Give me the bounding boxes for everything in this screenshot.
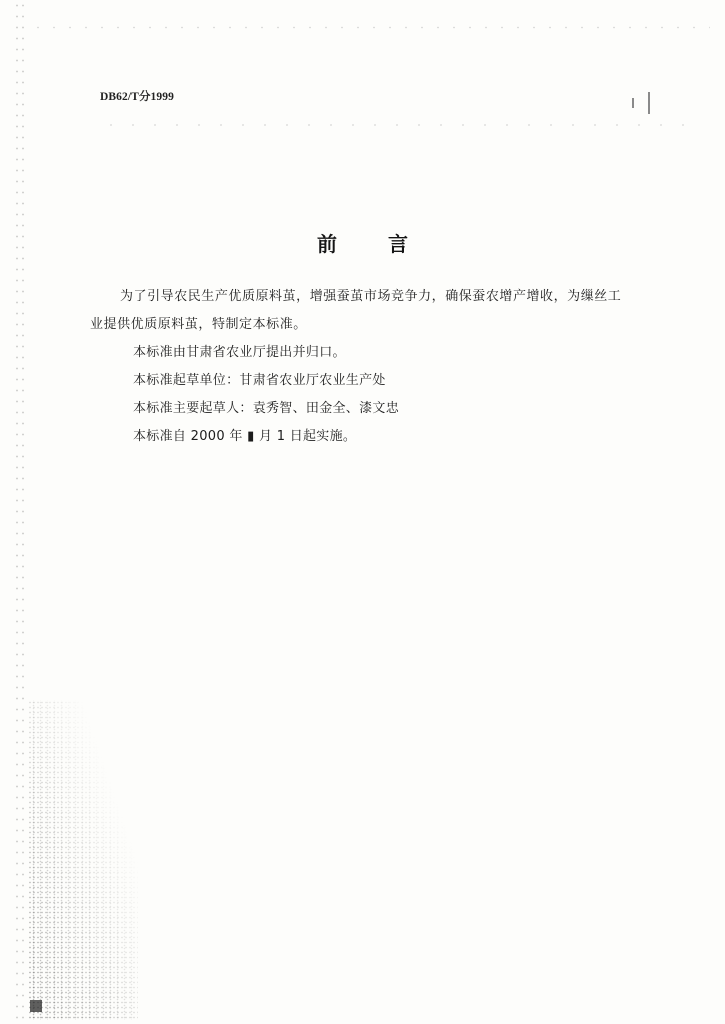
scan-edge-artifact — [14, 0, 28, 1024]
corner-mark — [30, 1000, 42, 1012]
proposer-line: 本标准由甘肃省农业厅提出并归口。 — [133, 345, 346, 360]
effective-date-line: 本标准自 2000 年 ▮ 月 1 日起实施。 — [133, 429, 357, 444]
scan-speckle-artifact — [28, 700, 138, 1020]
scan-top-artifact — [30, 26, 710, 29]
drafting-unit-line: 本标准起草单位：甘肃省农业厅农业生产处 — [133, 373, 386, 388]
document-code: DB62/T分1999 — [100, 91, 174, 103]
page-title: 前 言 — [317, 232, 430, 256]
margin-mark — [628, 92, 658, 114]
drafters-line: 本标准主要起草人：袁秀智、田金全、漆文忠 — [133, 401, 400, 416]
foreword-body — [90, 283, 630, 451]
intro-paragraph: 为了引导农民生产优质原料茧，增强蚕茧市场竞争力，确保蚕农增产增收，为缫丝工业提供优质原料茧，特制定本标准。 — [90, 289, 622, 332]
header-rule — [100, 124, 700, 126]
